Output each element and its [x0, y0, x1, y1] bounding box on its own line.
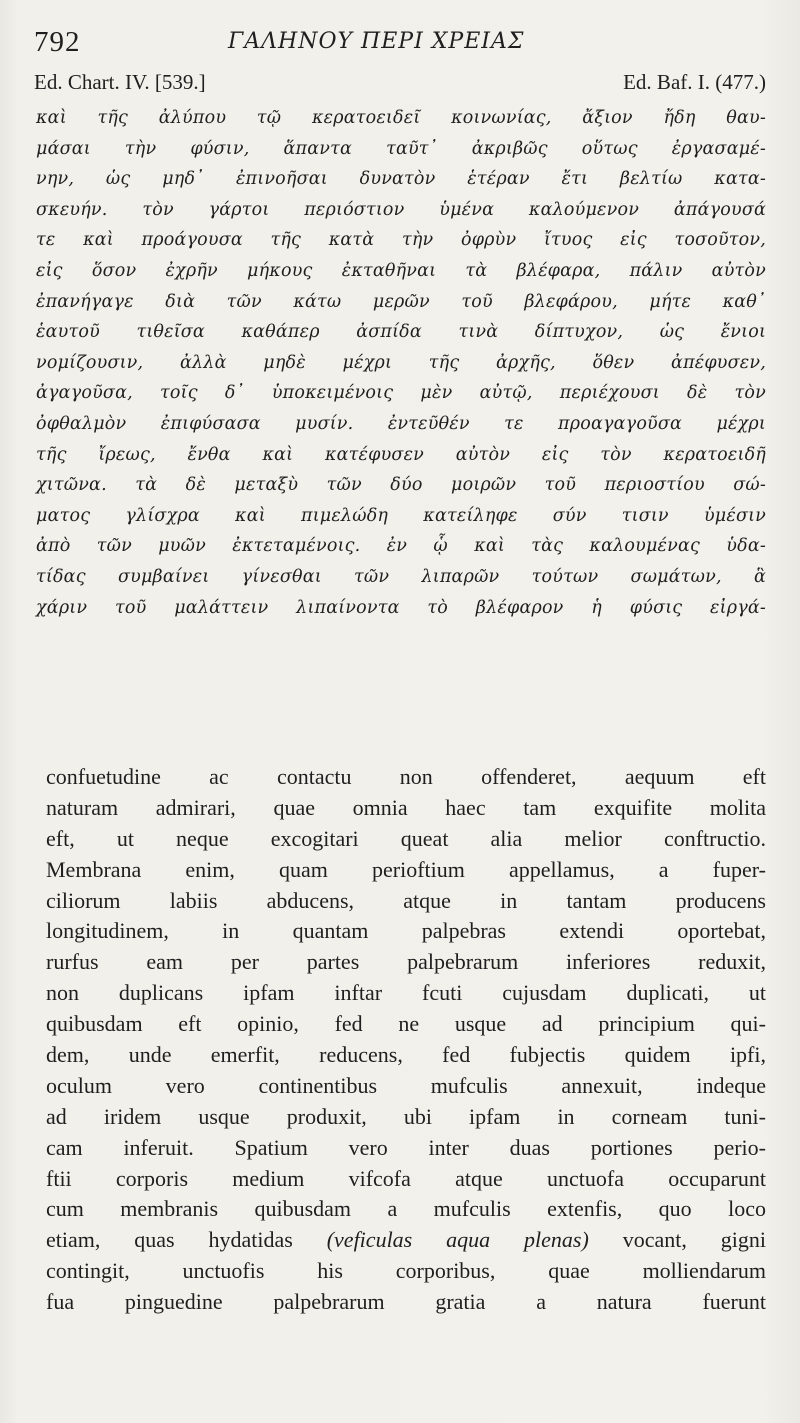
- edition-chartier: Ed. Chart. IV. [539.]: [34, 70, 206, 94]
- greek-line: τίδας συμβαίνει γίνεσθαι τῶν λιπαρῶν τούτων σωμάτων, ἃ: [36, 566, 766, 587]
- greek-line: χιτῶνα. τὰ δὲ μεταξὺ τῶν δύο μοιρῶν τοῦ περιοστίου σώ-: [36, 475, 766, 496]
- greek-line: ματος γλίσχρα καὶ πιμελώδη κατείληφε σύν τισιν ὑμέσιν: [36, 505, 766, 526]
- latin-line: non duplicans ipfam inftar fcuti cujusdam duplicati, ut: [46, 980, 766, 1006]
- latin-fragment: vocant, gigni: [622, 1227, 766, 1253]
- greek-line: νομίζουσιν, ἀλλὰ μηδὲ μέχρι τῆς ἀρχῆς, ὅθεν ἀπέφυσεν,: [36, 352, 766, 373]
- latin-line: Membrana enim, quam perioftium appellamus, a fuper-: [46, 856, 766, 882]
- latin-line: fua pinguedine palpebrarum gratia a natura fuerunt: [46, 1289, 766, 1315]
- greek-line: ἐπανήγαγε διὰ τῶν κάτω μερῶν τοῦ βλεφάρου, μήτε καθ᾽: [36, 291, 766, 312]
- latin-translation-block: [46, 762, 766, 1318]
- greek-line: ἑαυτοῦ τιθεῖσα καθάπερ ἀσπίδα τινὰ δίπτυχον, ὡς ἔνιοι: [36, 322, 766, 343]
- greek-line: τε καὶ προάγουσα τῆς κατὰ τὴν ὀφρὺν ἴτυος εἰς τοσοῦτον,: [36, 230, 766, 251]
- greek-line: καὶ τῆς ἀλύπου τῷ κερατοειδεῖ κοινωνίας, ἄξιον ἤδη θαυ-: [36, 108, 766, 128]
- latin-line-mixed: [46, 1225, 766, 1256]
- latin-line: confuetudine ac contactu non offenderet, aequum eft: [46, 764, 766, 789]
- greek-line: νην, ὡς μηδ᾽ ἐπινοῆσαι δυνατὸν ἑτέραν ἔτι βελτίω κατα-: [36, 169, 766, 190]
- latin-line: naturam admirari, quae omnia haec tam exquifite molita: [46, 794, 766, 820]
- greek-line: χάριν τοῦ μαλάττειν λιπαίνοντα τὸ βλέφαρον ἡ φύσις εἰργά-: [36, 597, 766, 618]
- greek-line: ἀγαγοῦσα, τοῖς δ᾽ ὑποκειμένοις μὲν αὐτῷ, περιέχουσι δὲ τὸν: [36, 383, 766, 404]
- edition-references: [34, 70, 766, 100]
- latin-fragment: etiam, quas hydatidas: [46, 1227, 293, 1253]
- greek-line: ἀπὸ τῶν μυῶν ἐκτεταμένοις. ἐν ᾧ καὶ τὰς καλουμένας ὑδα-: [36, 536, 766, 557]
- page-header: [34, 26, 764, 66]
- latin-line: quibusdam eft opinio, fed ne usque ad principium qui-: [46, 1011, 766, 1037]
- latin-line: longitudinem, in quantam palpebras extendi oportebat,: [46, 918, 766, 944]
- latin-line: ftii corporis medium vifcofa atque unctuofa occuparunt: [46, 1165, 766, 1191]
- greek-line: ὀφθαλμὸν ἐπιφύσασα μυσίν. ἐντεῦθέν τε προαγαγοῦσα μέχρι: [36, 413, 766, 434]
- greek-line: μάσαι τὴν φύσιν, ἅπαντα ταῦτ᾽ ἀκριβῶς οὕτως ἐργασαμέ-: [36, 138, 766, 159]
- latin-italic-gloss: (veficulas aqua plenas): [326, 1227, 589, 1253]
- edition-basel: Ed. Baf. I. (477.): [623, 70, 766, 94]
- greek-line: εἰς ὅσον ἐχρῆν μήκους ἐκταθῆναι τὰ βλέφαρα, πάλιν αὐτὸν: [36, 260, 766, 281]
- greek-line: τῆς ἴρεως, ἔνθα καὶ κατέφυσεν αὐτὸν εἰς τὸν κερατοειδῆ: [36, 444, 766, 465]
- latin-line: dem, unde emerfit, reducens, fed fubjectis quidem ipfi,: [46, 1042, 766, 1068]
- latin-line: contingit, unctuofis his corporibus, quae molliendarum: [46, 1258, 766, 1284]
- latin-line: rurfus eam per partes palpebrarum inferiores reduxit,: [46, 949, 766, 975]
- running-title: ΓΑΛΗΝΟΥ ΠΕΡΙ ΧΡΕΙΑΣ: [228, 29, 525, 54]
- latin-line: ciliorum labiis abducens, atque in tantam producens: [46, 887, 766, 913]
- latin-line: ad iridem usque produxit, ubi ipfam in corneam tuni-: [46, 1103, 766, 1129]
- latin-line: cam inferuit. Spatium vero inter duas portiones perio-: [46, 1134, 766, 1160]
- latin-line: eft, ut neque excogitari queat alia melior conftructio.: [46, 825, 766, 851]
- latin-line: cum membranis quibusdam a mufculis extenfis, quo loco: [46, 1196, 766, 1222]
- greek-text-block: [36, 103, 766, 623]
- page-number: 792: [34, 26, 81, 58]
- greek-line: σκευήν. τὸν γάρτοι περιόστιον ὑμένα καλούμενον ἀπάγουσά: [36, 199, 766, 220]
- latin-line: oculum vero continentibus mufculis annexuit, indeque: [46, 1072, 766, 1098]
